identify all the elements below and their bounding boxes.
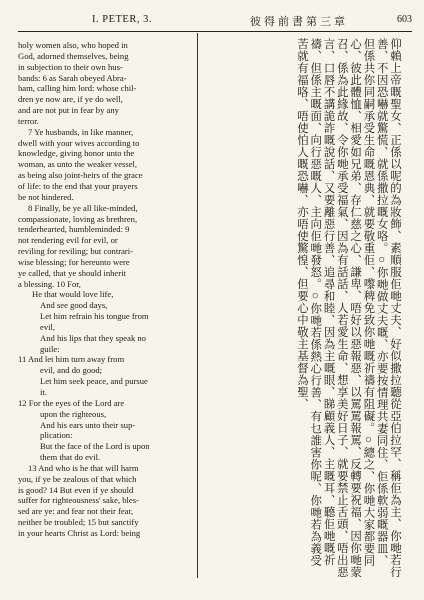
english-line: sed are ye: and fear not their fear, (18, 506, 134, 517)
english-line: dren ye now are, if ye do well, (18, 94, 123, 105)
english-line: is good? 14 But even if ye should (18, 484, 134, 495)
english-line: guile: (40, 343, 60, 354)
english-line: He that would love life, (32, 289, 114, 300)
english-line: them that do evil. (40, 452, 101, 463)
english-line: it. (40, 387, 47, 397)
chinese-text-run: 基督為聖、 (295, 350, 308, 410)
header-rule (18, 31, 412, 32)
english-line: holy women also, who hoped in (18, 40, 128, 50)
english-text-column (18, 40, 192, 539)
chinese-text-run: 哋發怒。○你哋若係熱心行善、有乜誰害你呢、你哋若為義受苦就有福咯、唔使怕人嘅恐嚇、亦唔使驚惶、但要心中敬主 (295, 38, 322, 567)
english-line: in your hearts Christ as Lord: being (18, 527, 141, 538)
english-line: be not hindered. (18, 191, 74, 202)
english-line: woman, as unto the weaker vessel, (18, 159, 138, 170)
chinese-text-column (201, 38, 401, 578)
english-line: evil, (40, 321, 56, 332)
english-line: God, adorned themselves, being (18, 50, 129, 61)
english-line: terror. (18, 115, 39, 126)
english-line: But the face of the Lord is upon (40, 441, 150, 452)
chinese-text-run: 就係撒拉嘅女咯。○你哋做丈夫嘅、亦要按情理共妻同住、佢係軟弱嘅器皿、但係共你同嗣承受生命嘅恩典、就要敬重 (362, 38, 388, 567)
english-line: reviling for reviling; but contrari- (18, 246, 134, 257)
english-line: And see good days, (40, 300, 108, 311)
english-line: compassionate, loving as brethren, (18, 213, 138, 224)
english-line: suffer for righteousness' sake, bles- (18, 495, 139, 506)
english-line: 13 And who is he that will harm (28, 462, 139, 473)
chinese-text-run: 口唇不講詭詐嘅說話、又要離惡行善、追尋和睦、因為主嘅眼、睇顧義人、主嘅耳、聽佢哋嘅祈禱、但係主嘅面、向行惡嘅人、主向佢 (309, 38, 335, 566)
column-divider (197, 33, 198, 578)
book-chapter-heading: I. PETER, 3. (92, 14, 152, 25)
english-line: wise blessing; for hereunto were (18, 256, 130, 267)
english-line: not rendering evil for evil, or (18, 235, 118, 246)
english-line: neither be troubled; 15 but sanctify (18, 517, 139, 528)
english-line: bands: 6 as Sarah obeyed Abra- (18, 72, 127, 83)
english-line: in subjection to their own hus- (18, 61, 123, 72)
english-line: And his lips that they speak no (40, 332, 146, 343)
chinese-text-run: 佢、嚟稗免致你哋嘅祈禱有阻礙。○總之、你哋大家都要同心、彼此體恤、相愛如兄弟、存仁慈之心、謙卑、唔好以惡報惡、以罵 (349, 38, 375, 567)
english-line: and are not put in fear by any (18, 105, 119, 116)
english-line: 7 Ye husbands, in like manner, (28, 126, 134, 137)
english-line: evil, and do good; (40, 365, 103, 376)
english-line: of life: to the end that your prayers (18, 180, 138, 191)
english-line: tenderhearted, humbleminded: 9 (18, 224, 130, 235)
english-line: 8 Finally, be ye all like-minded, (28, 202, 138, 213)
english-line: ham, calling him lord: whose chil- (18, 83, 137, 94)
english-line: Let him refrain his tongue from (40, 311, 149, 322)
english-line: upon the righteous, (40, 408, 107, 419)
page-header (18, 12, 412, 30)
english-line: 11 And let him turn away from (18, 354, 125, 365)
english-line: 12 For the eyes of the Lord are (18, 397, 125, 408)
english-line: as being also joint-heirs of the grace (18, 170, 143, 181)
english-line: ye called, that ye should inherit (18, 267, 126, 278)
chinese-text-run: 罵報罵、反轉要祝福、因你哋蒙召、係為此緣故、令你哋承受福氣、因為有話話、人若愛生命、想享美好日子、就要禁止舌頭、唔出惡言、 (322, 38, 362, 578)
english-line: Let him seek peace, and pursue (40, 376, 148, 387)
english-line: you, if ye be zealous of that which (18, 473, 137, 484)
chinese-chapter-heading: 彼得前書第三章 (250, 16, 348, 28)
page-number: 603 (397, 14, 412, 25)
english-line: plication: (40, 430, 73, 441)
english-line: dwell with your wives according to (18, 137, 140, 148)
english-line: a blessing. 10 For, (18, 278, 81, 289)
chinese-text-run: 仰賴上帝嘅聖女、正係以呢的為妝飾、素順服佢哋丈夫、好似撒拉聽從亞伯拉罕、稱佢為主、你哋若行善、不因恐嚇就驚慌、 (375, 38, 401, 578)
english-line: And his ears unto their sup- (40, 419, 136, 430)
english-line: knowledge, giving honor unto the (18, 148, 135, 159)
